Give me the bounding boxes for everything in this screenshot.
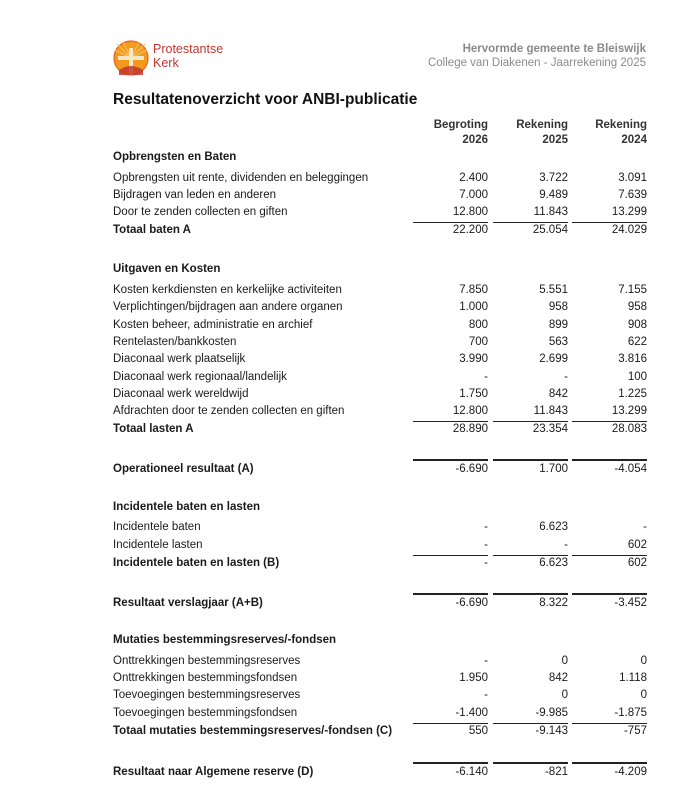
section-heading: Mutaties bestemmingsreserves/-fondsen [113, 634, 337, 646]
result-row: Resultaat verslagjaar (A+B) -6.690 8.322 -3.452 [113, 597, 647, 609]
table-row: Door te zenden collecten en giften 12.800 11.843 13.299 [113, 206, 647, 218]
table-row: Toevoegingen bestemmingsfondsen -1.400 -9.985 -1.875 [113, 707, 647, 719]
logo-wordmark [153, 42, 223, 70]
organization-header [428, 42, 646, 70]
column-header-rekening-2024: Rekening 2024 [595, 119, 647, 146]
protestantse-kerk-logo [113, 40, 149, 76]
total-row: Totaal lasten A 28.890 23.354 28.083 [113, 423, 647, 435]
result-row: Operationeel resultaat (A) -6.690 1.700 -4.054 [113, 463, 647, 475]
table-row: Diaconaal werk plaatselijk 3.990 2.699 3.816 [113, 353, 647, 365]
table-row: Bijdragen van leden en anderen 7.000 9.489 7.639 [113, 189, 647, 201]
table-row: Kosten kerkdiensten en kerkelijke activiteiten 7.850 5.551 7.155 [113, 284, 647, 296]
table-row: Afdrachten door te zenden collecten en giften 12.800 11.843 13.299 [113, 405, 647, 417]
page-title: Resultatenoverzicht voor ANBI-publicatie [113, 91, 418, 108]
column-header-begroting-2026: Begroting 2026 [433, 119, 488, 146]
logo-line1: Protestantse [153, 42, 224, 56]
section-heading: Uitgaven en Kosten [113, 263, 221, 275]
table-row: Incidentele baten - 6.623 - [113, 521, 647, 533]
table-row: Onttrekkingen bestemmingsreserves - 0 0 [113, 655, 647, 667]
table-row: Toevoegingen bestemmingsreserves - 0 0 [113, 689, 647, 701]
total-row: Totaal baten A 22.200 25.054 24.029 [113, 224, 647, 236]
report-subtitle: College van Diakenen - Jaarrekening 2025 [427, 57, 646, 69]
table-row: Opbrengsten uit rente, dividenden en beleggingen 2.400 3.722 3.091 [113, 172, 647, 184]
section-heading: Opbrengsten en Baten [113, 151, 237, 163]
column-header-rekening-2025: Rekening 2025 [516, 119, 568, 146]
total-row: Incidentele baten en lasten (B) - 6.623 602 [113, 557, 647, 569]
table-row: Diaconaal werk wereldwijd 1.750 842 1.225 [113, 388, 647, 400]
table-row: Onttrekkingen bestemmingsfondsen 1.950 842 1.118 [113, 672, 647, 684]
table-row: Kosten beheer, administratie en archief 800 899 908 [113, 319, 647, 331]
table-row: Diaconaal werk regionaal/landelijk - - 100 [113, 371, 647, 383]
logo-line2: Kerk [153, 56, 179, 70]
section-heading: Incidentele baten en lasten [113, 501, 260, 513]
table-row: Incidentele lasten - - 602 [113, 539, 647, 551]
table-row: Verplichtingen/bijdragen aan andere organen 1.000 958 958 [113, 301, 647, 313]
total-row: Totaal mutaties bestemmingsreserves/-fondsen (C) 550 -9.143 -757 [113, 725, 647, 737]
org-name: Hervormde gemeente te Bleiswijk [462, 43, 646, 55]
table-row: Rentelasten/bankkosten 700 563 622 [113, 336, 647, 348]
result-row: Resultaat naar Algemene reserve (D) -6.140 -821 -4.209 [113, 766, 647, 778]
